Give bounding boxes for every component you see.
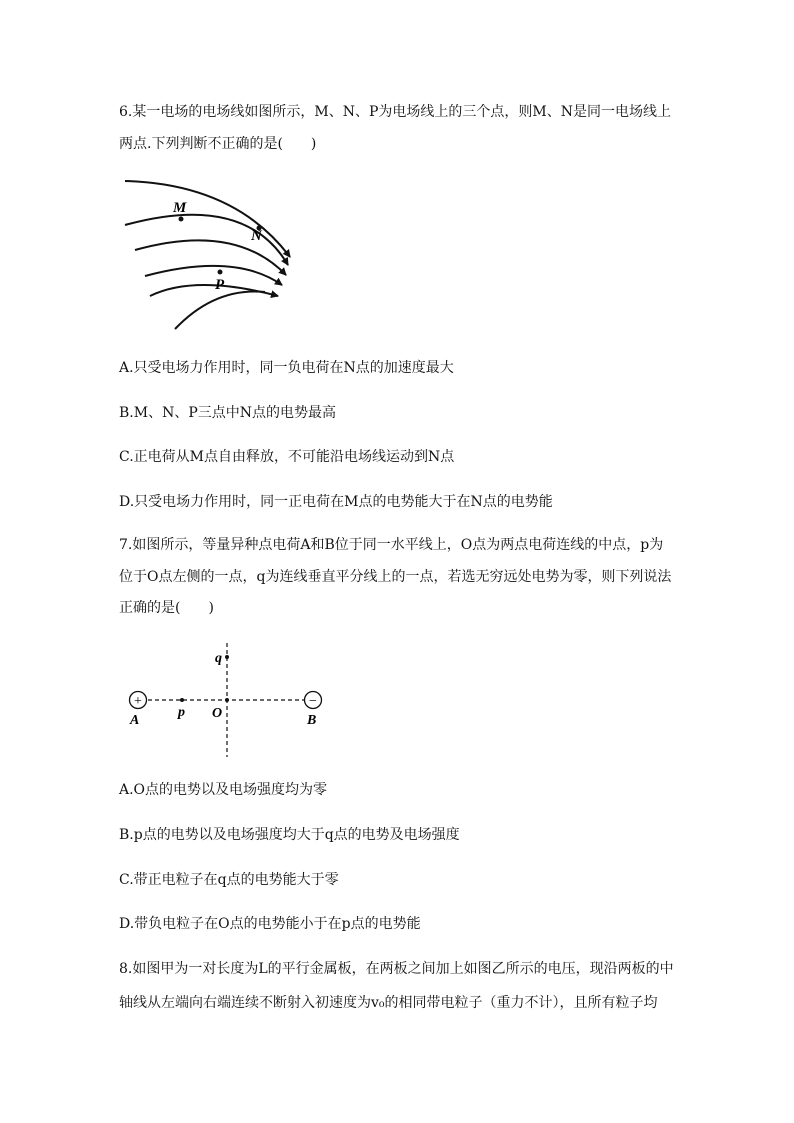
q7-stem-line-2: 位于O点左侧的一点，q为连线垂直平分线上的一点，若选无穷远处电势为零，则下列说法 xyxy=(119,569,672,585)
point-p-dot xyxy=(218,270,223,275)
q6-stem-line-2: 两点.下列判断不正确的是( ) xyxy=(119,136,317,152)
q6-field-lines-figure xyxy=(115,172,305,337)
q6-stem-line-1: 6.某一电场的电场线如图所示，M、N、P为电场线上的三个点，则M、N是同一电场线上 xyxy=(119,104,671,120)
point-p-dot xyxy=(180,698,184,702)
label-b: B xyxy=(307,713,317,728)
label-q: q xyxy=(215,651,222,666)
field-line-6 xyxy=(175,291,265,329)
label-p: p xyxy=(178,705,185,720)
point-m-dot xyxy=(179,217,184,222)
label-o: O xyxy=(212,706,223,721)
q7-option-d: D.带负电粒子在O点的电势能小于在p点的电势能 xyxy=(119,916,421,932)
q6-option-c: C.正电荷从M点自由释放，不可能沿电场线运动到N点 xyxy=(119,449,455,465)
charge-a-sign: + xyxy=(134,694,142,709)
charge-b-sign: − xyxy=(309,694,317,709)
q7-dipole-figure xyxy=(120,640,340,760)
q6-option-a: A.只受电场力作用时，同一负电荷在N点的加速度最大 xyxy=(119,360,454,376)
label-a: A xyxy=(130,713,140,728)
point-o-dot xyxy=(225,698,229,702)
field-line-3 xyxy=(135,240,286,275)
q6-option-d: D.只受电场力作用时，同一正电荷在M点的电势能大于在N点的电势能 xyxy=(119,494,553,510)
label-n: N xyxy=(251,228,262,244)
field-line-4 xyxy=(145,266,282,285)
q8-stem-line-1: 8.如图甲为一对长度为L的平行金属板，在两板之间加上如图乙所示的电压，现沿两板的中 xyxy=(119,961,674,977)
q7-option-c: C.带正电粒子在q点的电势能大于零 xyxy=(119,872,339,888)
q7-option-b: B.p点的电势以及电场强度均大于q点的电势及电场强度 xyxy=(119,827,460,843)
field-line-5 xyxy=(150,285,278,296)
q7-stem-line-3: 正确的是( ) xyxy=(119,600,214,616)
q7-stem-line-1: 7.如图所示，等量异种点电荷A和B位于同一水平线上，O点为两点电荷连线的中点，p为 xyxy=(119,537,664,553)
label-m: M xyxy=(173,200,187,216)
q7-option-a: A.O点的电势以及电场强度均为零 xyxy=(119,782,328,798)
label-p: P xyxy=(215,277,225,293)
point-q-dot xyxy=(225,655,229,659)
q6-option-b: B.M、N、P三点中N点的电势最高 xyxy=(119,405,336,421)
q8-stem-line-2: 轴线从左端向右端连续不断射入初速度为v₀的相同带电粒子（重力不计），且所有粒子均 xyxy=(119,995,658,1011)
